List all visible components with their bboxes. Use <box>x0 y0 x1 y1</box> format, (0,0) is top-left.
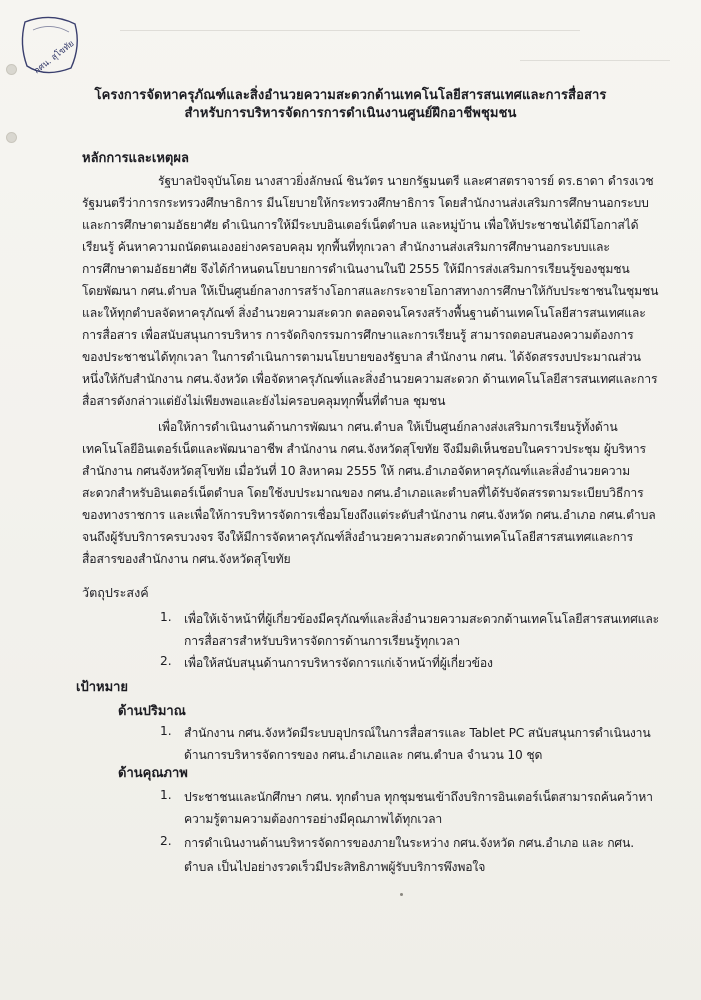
quantity-item-number: 1. <box>160 724 172 738</box>
scan-dot <box>400 893 403 896</box>
rationale-line: จนถึงผู้รับบริการครบวงจร จึงให้มีการจัดหาครุภัณฑ์สิ่งอำนวยความสะดวกด้านเทคโนโลยีสารสนเทศและการ <box>82 530 633 544</box>
objective-text: เพื่อให้สนับสนุนด้านการบริหารจัดการแก่เจ้าหน้าที่ผู้เกี่ยวข้อง <box>184 656 493 670</box>
quality-item-text: ตำบล เป็นไปอย่างรวดเร็วมีประสิทธิภาพผู้รับบริการพึงพอใจ <box>184 860 486 874</box>
rationale-line: การสื่อสาร เพื่อสนับสนุนการบริหาร การจัดกิจกรรมการศึกษาและการเรียนรู้ สามารถตอบสนองความต้องการ <box>82 328 634 342</box>
quantity-item-text: สำนักงาน กศน.จังหวัดมีระบบอุปกรณ์ในการสื่อสารและ Tablet PC สนับสนุนการดำเนินงาน <box>184 726 651 740</box>
rationale-line: รัฐมนตรีว่าการกระทรวงศึกษาธิการ มีนโยบายให้กระทรวงศึกษาธิการ โดยสำนักงานส่งเสริมการศึกษานอกระบบ <box>82 196 649 210</box>
quality-item-number: 2. <box>160 834 172 848</box>
quality-item-text: ประชาชนและนักศึกษา กศน. ทุกตำบล ทุกชุมชนเข้าถึงบริการอินเตอร์เน็ตสามารถค้นคว้าหา <box>184 790 653 804</box>
rationale-line: ของทางราชการ และเพื่อให้การบริหารจัดการเชื่อมโยงถึงแต่ระดับสำนักงาน กศน.จังหวัด กศน.อำเภอ กศน.ตำบล <box>82 508 656 522</box>
rationale-line: สื่อสารดังกล่าวแต่ยังไม่เพียงพอและยังไม่ครอบคลุมทุกพื้นที่ตำบล ชุมชน <box>82 394 446 408</box>
quantity-item-text: ด้านการบริหารจัดการของ กศน.อำเภอและ กศน.ตำบล จำนวน 10 ชุด <box>184 748 543 762</box>
quality-item-text: การดำเนินงานด้านบริหารจัดการของภายในระหว่าง กศน.จังหวัด กศน.อำเภอ และ กศน. <box>184 836 634 850</box>
rationale-line: สำนักงาน กศนจังหวัดสุโขทัย เมื่อวันที่ 10 สิงหาคม 2555 ให้ กศน.อำเภอจัดหาครุภัณฑ์และสิ่งอำนวยความ <box>82 464 631 478</box>
quantity-heading: ด้านปริมาณ <box>118 704 186 719</box>
rationale-line: เรียนรู้ ค้นหาความถนัดตนเองอย่างครอบคลุม ทุกพื้นที่ทุกเวลา สำนักงานส่งเสริมการศึกษานอกระบบและ <box>82 240 610 254</box>
rationale-line: เทคโนโลยีอินเตอร์เน็ตและพัฒนาอาชีพ สำนักงาน กศน.จังหวัดสุโขทัย จึงมีมติเห็นชอบในคราวประชุม ผู้บริหาร <box>82 442 646 456</box>
objective-text: การสื่อสารสำหรับบริหารจัดการด้านการเรียนรู้ทุกเวลา <box>184 634 460 648</box>
quality-item-text: ความรู้ตามความต้องการอย่างมีคุณภาพได้ทุกเวลา <box>184 812 443 826</box>
rationale-line: และให้ทุกตำบลจัดหาครุภัณฑ์ สิ่งอำนวยความสะดวก ตลอดจนโครงสร้างพื้นฐานด้านเทคโนโลยีสารสนเทศและ <box>82 306 646 320</box>
objective-number: 1. <box>160 610 172 624</box>
rationale-line: ของประชาชนได้ทุกเวลา ในการดำเนินการตามนโยบายของรัฐบาล สำนักงาน กศน. ได้จัดสรรงบประมาณส่วน <box>82 350 641 364</box>
rationale-line: และการศึกษาตามอัธยาศัย ดำเนินการให้มีระบบอินเตอร์เน็ตตำบล และหมู่บ้าน เพื่อให้ประชาชนได้มีโอกาสได้ <box>82 218 639 232</box>
document-title-line-1: โครงการจัดหาครุภัณฑ์และสิ่งอำนวยความสะดวกด้านเทคโนโลยีสารสนเทศและการสื่อสาร <box>94 88 607 103</box>
office-stamp-icon <box>15 10 87 80</box>
objective-number: 2. <box>160 654 172 668</box>
scan-artifact <box>120 30 580 31</box>
rationale-line: รัฐบาลปัจจุบันโดย นางสาวยิ่งลักษณ์ ชินวัตร นายกรัฐมนตรี และศาสตราจารย์ ดร.ธาดา ดำรงเวช <box>158 174 654 188</box>
objectives-heading: วัตถุประสงค์ <box>82 585 149 600</box>
objective-text: เพื่อให้เจ้าหน้าที่ผู้เกี่ยวข้องมีครุภัณฑ์และสิ่งอำนวยความสะดวกด้านเทคโนโลยีสารสนเทศและ <box>184 612 660 626</box>
rationale-line: การศึกษาตามอัธยาศัย จึงได้กำหนดนโยบายการดำเนินงานในปี 2555 ให้มีการส่งเสริมการเรียนรู้ของชุมชน <box>82 262 630 276</box>
rationale-heading: หลักการและเหตุผล <box>82 151 189 166</box>
quality-heading: ด้านคุณภาพ <box>118 766 188 781</box>
targets-heading: เป้าหมาย <box>76 680 129 695</box>
rationale-line: เพื่อให้การดำเนินงานด้านการพัฒนา กศน.ตำบล ให้เป็นศูนย์กลางส่งเสริมการเรียนรู้ทั้งด้าน <box>158 420 618 434</box>
punch-hole <box>6 132 17 143</box>
rationale-line: โดยพัฒนา กศน.ตำบล ให้เป็นศูนย์กลางการสร้างโอกาสและกระจายโอกาสทางการศึกษาให้กับประชาชนในชุมชน <box>82 284 659 298</box>
rationale-line: สื่อสารของสำนักงาน กศน.จังหวัดสุโขทัย <box>82 552 291 566</box>
quality-item-number: 1. <box>160 788 172 802</box>
scan-artifact <box>520 60 670 61</box>
stamp-text: กศน. สุโขทัย <box>32 38 77 77</box>
document-title-line-2: สำหรับการบริหารจัดการการดำเนินงานศูนย์ฝึกอาชีพชุมชน <box>184 106 517 121</box>
rationale-line: หนึ่งให้กับสำนักงาน กศน.จังหวัด เพื่อจัดหาครุภัณฑ์และสิ่งอำนวยความสะดวก ด้านเทคโนโลยีสารสนเทศและการ <box>82 372 658 386</box>
rationale-line: สะดวกสำหรับอินเตอร์เน็ตตำบล โดยใช้งบประมาณของ กศน.อำเภอและตำบลที่ได้รับจัดสรรตามระเบียบวิธีการ <box>82 486 644 500</box>
